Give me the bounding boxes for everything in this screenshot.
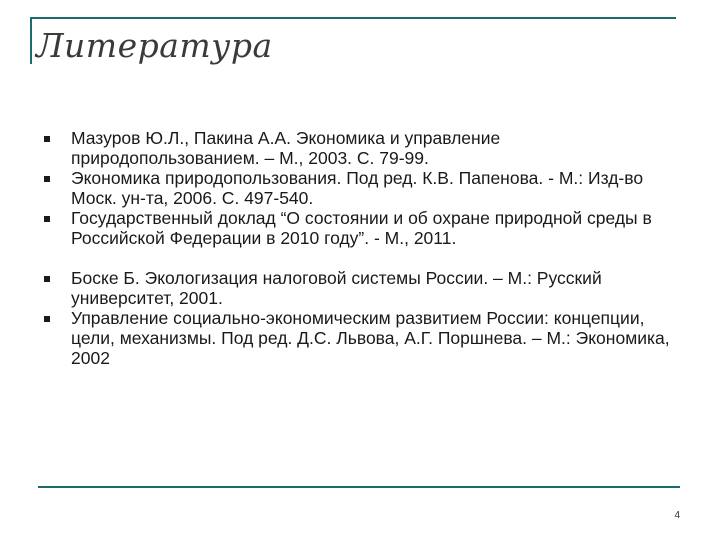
- square-bullet-icon: [44, 216, 50, 222]
- bottom-rule: [38, 486, 680, 488]
- square-bullet-icon: [44, 136, 50, 142]
- left-rule: [30, 17, 32, 64]
- top-rule: [30, 17, 676, 19]
- bullet-list: [44, 128, 684, 368]
- bullet-item: [44, 208, 684, 248]
- square-bullet-icon: [44, 176, 50, 182]
- square-bullet-icon: [44, 276, 50, 282]
- bullet-item: [44, 168, 684, 208]
- bullet-text: Боске Б. Экологизация налоговой системы России. – М.: Русский университет, 2001.: [71, 268, 602, 308]
- bullet-item: [44, 308, 684, 368]
- bullet-text: Управление социально-экономическим развитием России: концепции, цели, механизмы. Под ред. Д.С. Львова, А.Г. Поршнева. – М.: Экономика, 2002: [71, 308, 670, 368]
- bullet-text: Экономика природопользования. Под ред. К.В. Папенова. - М.: Изд-во Моск. ун-та, 2006. С. 497-540.: [71, 168, 644, 208]
- bullet-item: [44, 268, 684, 308]
- slide-title: Литература: [36, 26, 273, 65]
- bullet-item: [44, 128, 684, 168]
- bullet-text: Мазуров Ю.Л., Пакина А.А. Экономика и управление природопользованием. – М., 2003. С. 79-99.: [71, 128, 501, 168]
- square-bullet-icon: [44, 316, 50, 322]
- bullet-text: Государственный доклад “О состоянии и об охране природной среды в Российской Федерации в 2010 году”. - М., 2011.: [71, 208, 652, 248]
- page-number: 4: [674, 510, 680, 521]
